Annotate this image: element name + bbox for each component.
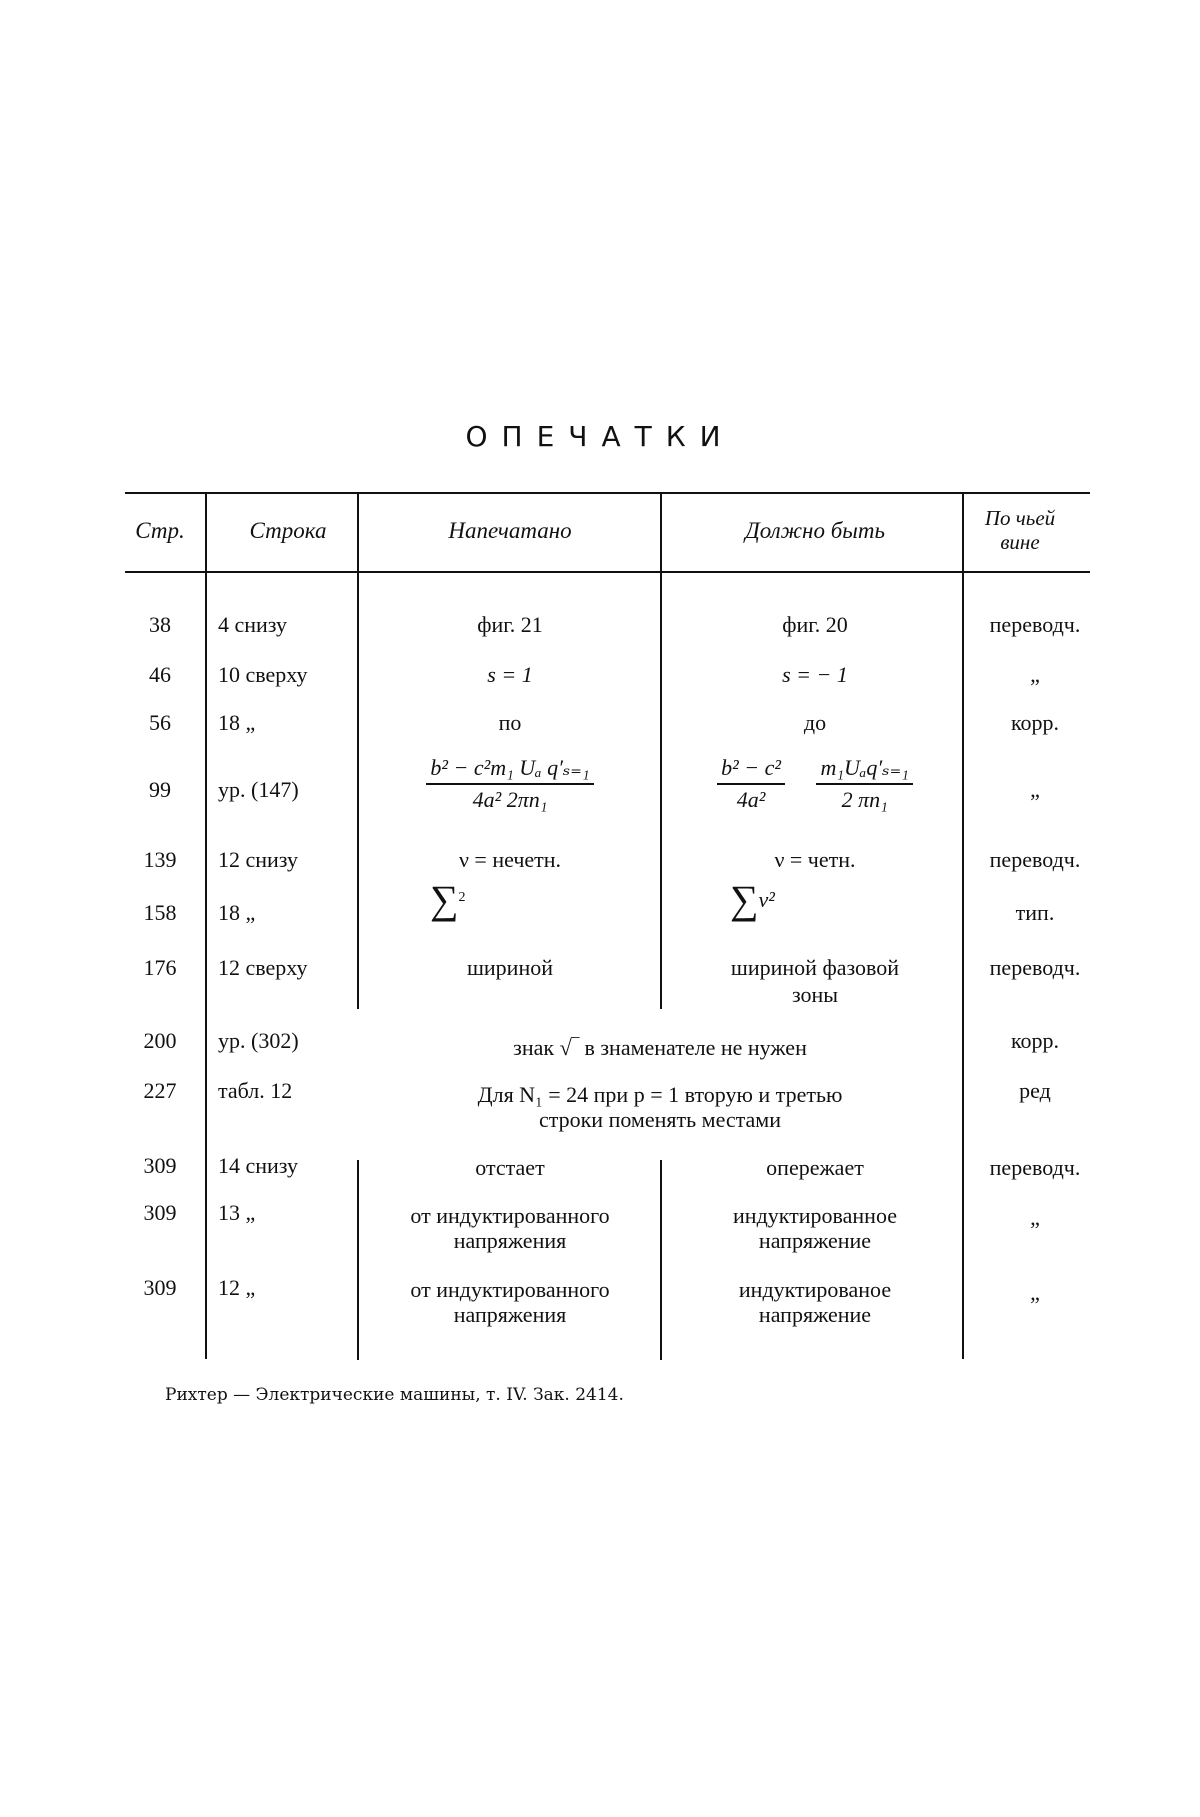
table-row-should-be: опережает [766,1155,864,1180]
col-divider-1 [205,494,207,1359]
header-line: Строка [249,518,327,543]
table-row-fault: ред [1019,1078,1051,1103]
table-row-line: 12 сверху [218,955,308,980]
should-fraction-1 [717,755,785,813]
should-numerator-1: b² − c² [717,755,785,785]
col-divider-3b [660,1160,662,1360]
table-row-line: 12 снизу [218,847,299,872]
table-row-fault: переводч. [989,1155,1081,1180]
table-row-should-be: индуктированое [738,1277,892,1302]
table-row-should-be: шириной фазовой [730,955,900,980]
table-row-page: 38 [149,612,171,637]
table-row-note-cont: строки поменять местами [538,1107,782,1132]
table-row-printed-cont: напряжения [453,1302,567,1327]
table-row-fault: переводч. [989,955,1081,980]
table-row-printed-formula [360,755,660,813]
table-row-fault: „ [1030,1280,1040,1305]
printed-fraction [426,755,593,813]
sigma-symbol: ∑ [730,876,759,922]
should-fraction-2 [816,755,912,813]
table-row-page: 158 [143,900,177,925]
table-header-rule [125,571,1090,573]
table-row-line: 14 снизу [218,1153,299,1178]
should-denominator-1: 4a² [736,787,766,812]
table-row-page: 176 [143,955,177,980]
table-row-line: 18 „ [218,900,256,925]
table-row-page: 99 [149,777,171,802]
table-row-fault: корр. [1010,1028,1060,1053]
table-row-note: знак √‾ в знаменателе не нужен [513,1035,807,1060]
table-row-should-be-cont: напряжение [758,1228,872,1253]
sigma-symbol: ∑ [430,876,459,922]
table-row-printed-sum [430,876,550,922]
table-row-printed: шириной [466,955,554,980]
table-row-line: ур. (147) [218,777,299,802]
table-row-printed-cont: напряжения [453,1228,567,1253]
table-row-line: 12 „ [218,1275,256,1300]
should-numerator-2: m₁Uₐq′ₛ₌₁ [816,755,912,785]
footer-imprint: Рихтер — Электрические машины, т. IV. Зак. 2414. [165,1385,624,1405]
table-top-rule [125,492,1090,494]
table-row-line: 18 „ [218,710,256,735]
table-row-should-be-formula [665,755,965,813]
table-row-should-be: фиг. 20 [782,612,848,637]
table-row-line: 13 „ [218,1200,256,1225]
header-printed: Напечатано [448,518,572,543]
printed-numerator: b² − c²m₁ Uₐ q′ₛ₌₁ [426,755,593,785]
header-page: Стр. [135,518,185,543]
table-row-printed: ν = нечетн. [458,847,562,872]
table-row-should-be-sum [730,876,870,922]
table-row-line: табл. 12 [218,1078,293,1103]
table-row-fault: „ [1030,662,1040,687]
table-row-note: Для N₁ = 24 при p = 1 вторую и третью [477,1082,843,1107]
col-divider-2b [357,1160,359,1360]
header-whose-fault: По чьей вине [984,506,1056,554]
table-row-should-be-cont: зоны [791,982,839,1007]
col-divider-3a [660,494,662,1009]
should-denominator-2: 2 πn₁ [841,787,888,812]
table-row-fault: переводч. [989,847,1081,872]
table-row-printed: фиг. 21 [477,612,543,637]
header-should-be: Должно быть [745,518,885,543]
table-row-printed: по [498,710,522,735]
table-row-fault: „ [1030,777,1040,802]
table-row-page: 46 [149,662,171,687]
table-row-page: 309 [143,1153,177,1178]
page-title: ОПЕЧАТКИ [465,420,735,453]
col-divider-2a [357,494,359,1009]
table-row-should-be: s = − 1 [782,662,848,687]
table-row-should-be: ν = четн. [774,847,856,872]
table-row-printed: s = 1 [487,662,533,687]
table-row-page: 309 [143,1275,177,1300]
table-row-printed: отстает [475,1155,545,1180]
printed-denominator: 4a² 2πn₁ [472,787,548,812]
table-row-line: ур. (302) [218,1028,299,1053]
table-row-page: 227 [143,1078,177,1103]
table-row-fault: переводч. [989,612,1081,637]
table-row-page: 139 [143,847,177,872]
table-row-printed: от индуктированного [410,1203,610,1228]
table-row-should-be: до [803,710,827,735]
table-row-fault: корр. [1010,710,1060,735]
sigma-term: v² [758,886,775,912]
table-row-printed: от индуктированного [410,1277,610,1302]
table-row-page: 200 [143,1028,177,1053]
table-row-should-be: индуктированное [733,1203,897,1228]
table-row-fault: „ [1030,1205,1040,1230]
table-row-page: 56 [149,710,171,735]
table-row-line: 10 сверху [218,662,308,687]
table-row-fault: тип. [1015,900,1055,925]
sigma-superscript: 2 [458,890,466,905]
table-row-should-be-cont: напряжение [758,1302,872,1327]
table-row-page: 309 [143,1200,177,1225]
table-row-line: 4 снизу [218,612,288,637]
